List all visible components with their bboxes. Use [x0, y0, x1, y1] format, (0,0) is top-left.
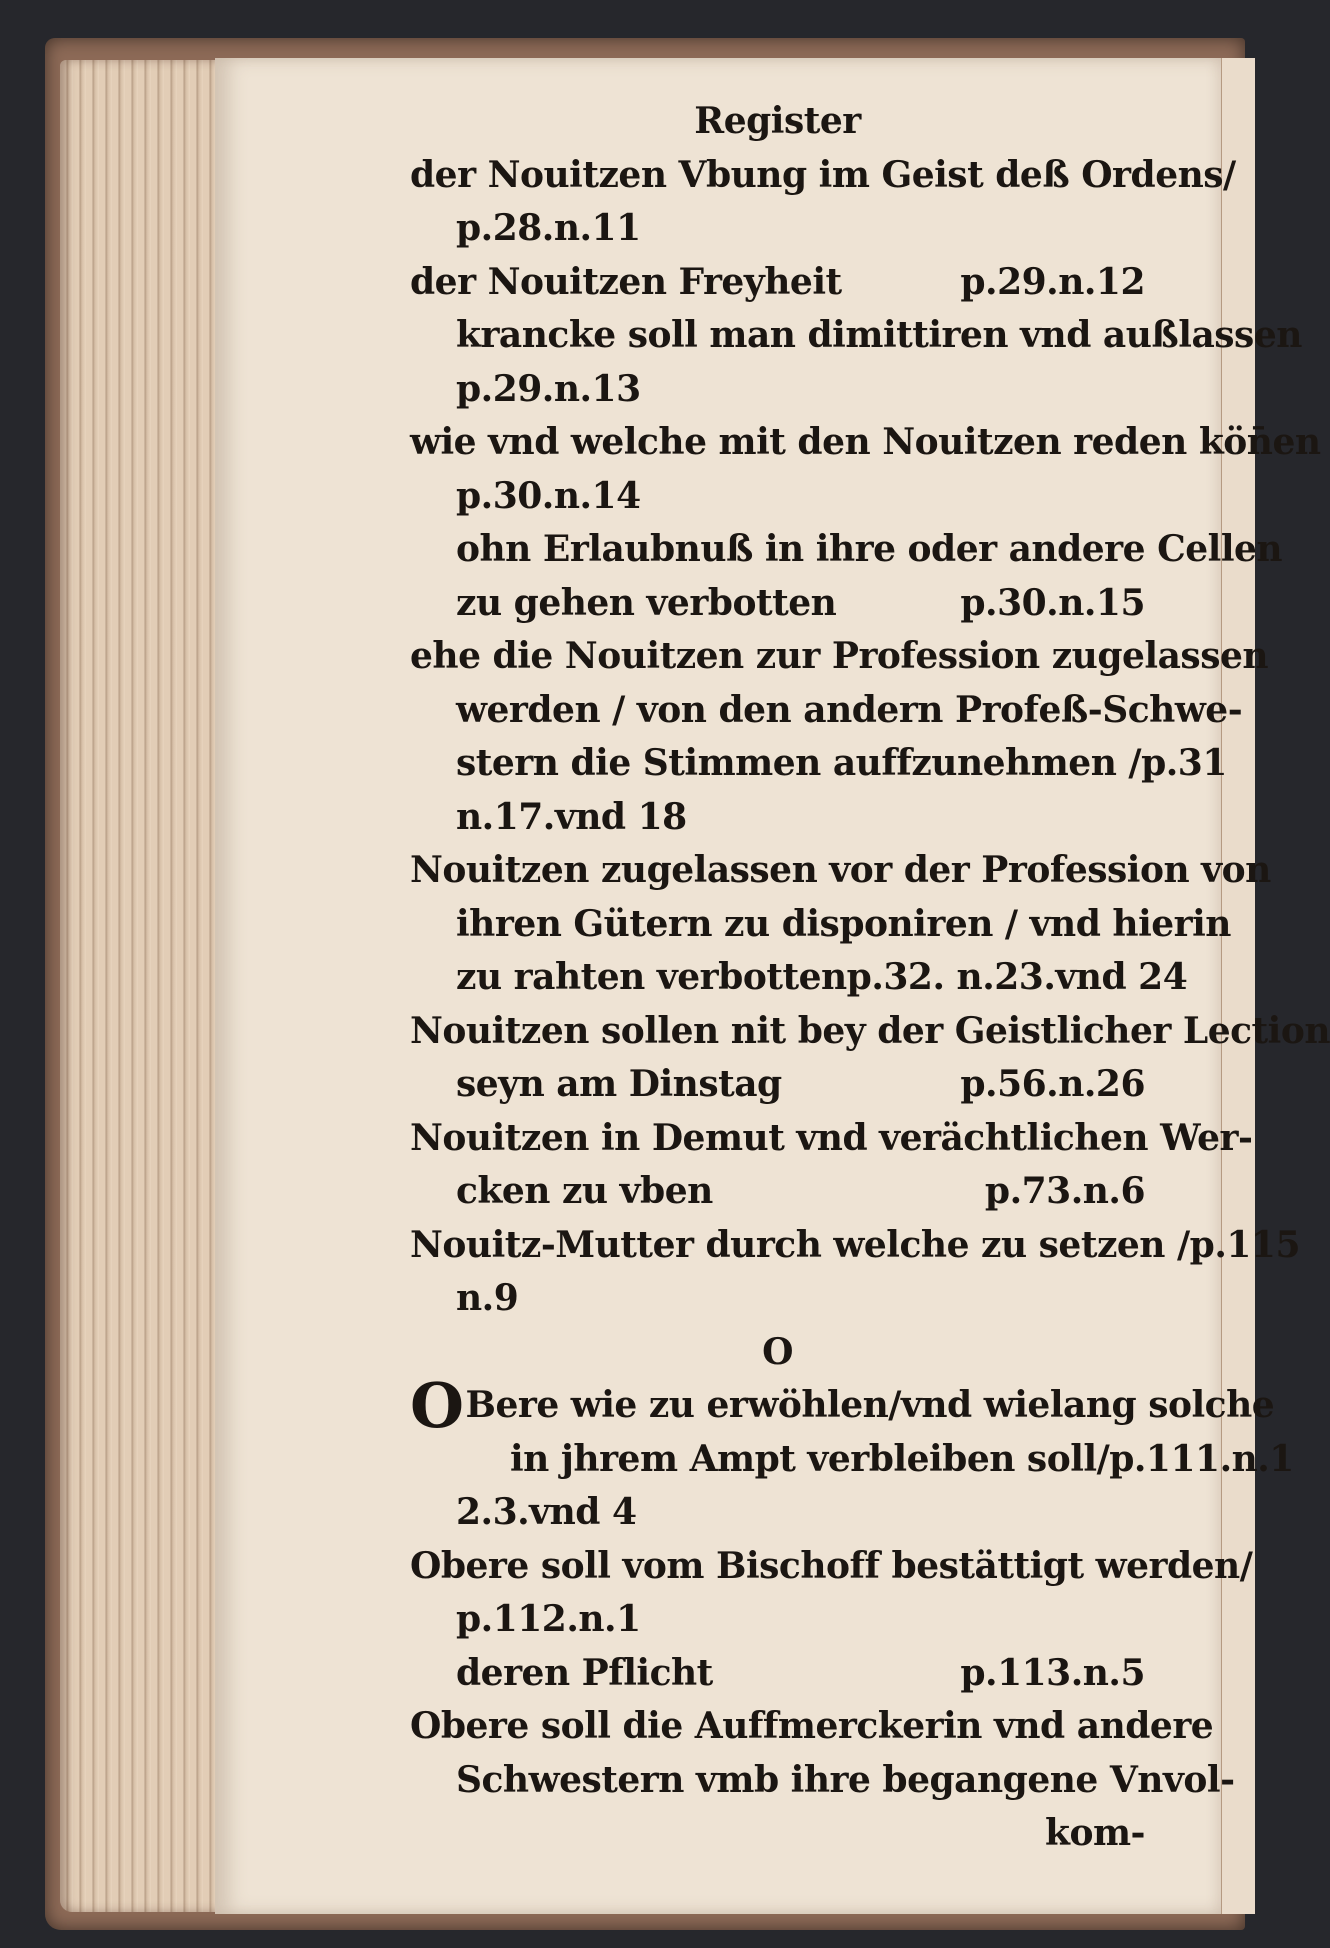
register-line — [410, 577, 1145, 631]
register-line — [410, 1593, 1145, 1647]
entry-text: p.29.n.13 — [456, 367, 641, 410]
section-letter: O — [762, 1330, 793, 1373]
entry-text: stern die Stimmen auffzunehmen / — [456, 742, 1142, 784]
entry-text: werden / von den andern Profeß-Schwe- — [456, 688, 1243, 731]
page-reference: p.30.n.15 — [960, 581, 1145, 624]
page-reference: p.115 — [1189, 1223, 1301, 1266]
entry-text: Obere soll die Auffmerckerin vnd andere — [410, 1705, 1214, 1747]
page-reference: p.31 — [1141, 742, 1227, 784]
page-reference: p.29.n.12 — [960, 260, 1145, 303]
entry-text: OBere wie zu erwöhlen/vnd wielang solche — [410, 1369, 1275, 1442]
register-line — [410, 416, 1321, 470]
register-line — [410, 844, 1271, 898]
register-text — [410, 95, 1330, 1861]
entry-text: Nouitz-Mutter durch welche zu setzen / — [410, 1223, 1190, 1266]
entry-text: ohn Erlaubnuß in ihre oder andere Cellen — [456, 528, 1283, 570]
entry-text: p.30.n.14 — [456, 474, 641, 517]
register-line — [410, 898, 1231, 952]
register-line — [410, 1219, 1301, 1273]
register-line — [410, 630, 1269, 684]
entry-text: deren Pflicht — [456, 1651, 713, 1694]
entry-text: zu gehen verbotten — [456, 581, 837, 624]
entry-text: der Nouitzen Freyheit — [410, 260, 842, 303]
register-line — [410, 737, 1227, 791]
register-line — [410, 1540, 1253, 1594]
entry-text: seyn am Dinstag — [456, 1063, 782, 1105]
register-line — [410, 1754, 1235, 1808]
register-entries — [410, 149, 1330, 1861]
entry-text: p.112.n.1 — [456, 1598, 641, 1640]
register-line — [410, 1486, 1145, 1540]
entry-text: n.17.vnd 18 — [456, 795, 687, 838]
entry-text: Nouitzen zugelassen vor der Profession von — [410, 849, 1271, 891]
entry-text: ehe die Nouitzen zur Profession zugelassen — [410, 635, 1269, 677]
register-line — [410, 791, 1145, 845]
page-reference: p.73.n.6 — [984, 1170, 1145, 1212]
initial-letter: O — [410, 1369, 464, 1442]
register-line — [410, 1272, 1145, 1326]
register-line — [410, 309, 1302, 363]
entry-text: Nouitzen in Demut vnd verächtlichen Wer- — [410, 1116, 1253, 1159]
page-reference: p.111.n.1 — [1109, 1437, 1294, 1480]
register-line — [410, 149, 1236, 203]
page-reference: p.113.n.5 — [960, 1651, 1145, 1694]
entry-text: in jhrem Ampt verbleiben soll/ — [510, 1437, 1110, 1480]
register-line — [410, 1058, 1145, 1112]
register-line — [410, 256, 1145, 310]
register-line — [410, 523, 1283, 577]
register-line — [410, 470, 1145, 524]
entry-text: zu rahten verbotten — [456, 956, 847, 998]
running-header: Register — [694, 100, 861, 142]
register-line — [410, 202, 1145, 256]
register-line — [410, 363, 1145, 417]
register-line — [410, 1005, 1330, 1059]
register-line — [410, 951, 1188, 1005]
entry-text: Obere soll vom Bischoff bestättigt werden/ — [410, 1544, 1253, 1587]
catchword: kom- — [1045, 1812, 1145, 1854]
entry-text: der Nouitzen Vbung im Geist deß Ordens/ — [410, 153, 1236, 196]
page-reference: p.56.n.26 — [960, 1063, 1145, 1105]
entry-text: wie vnd welche mit den Nouitzen reden kön̄en — [410, 421, 1321, 463]
entry-text: krancke soll man dimittiren vnd außlassen — [456, 314, 1302, 356]
page-edges — [60, 60, 220, 1912]
entry-text: Nouitzen sollen nit bey der Geistlicher Lection — [410, 1009, 1330, 1052]
entry-text: 2.3.vnd 4 — [456, 1491, 637, 1533]
register-line — [410, 1700, 1214, 1754]
entry-text: ihren Gütern zu disponiren / vnd hierin — [456, 902, 1231, 945]
entry-text: Schwestern vmb ihre begangene Vnvol- — [456, 1758, 1235, 1801]
entry-text: p.28.n.11 — [456, 207, 641, 249]
entry-text: cken zu vben — [456, 1170, 713, 1212]
register-line — [410, 1369, 1275, 1442]
register-line — [410, 1647, 1145, 1701]
page-reference: p.32. n.23.vnd 24 — [846, 956, 1188, 998]
register-line — [410, 1112, 1253, 1166]
entry-text: n.9 — [456, 1277, 519, 1319]
register-line — [410, 684, 1243, 738]
register-line — [410, 1433, 1294, 1487]
register-line — [410, 1165, 1145, 1219]
